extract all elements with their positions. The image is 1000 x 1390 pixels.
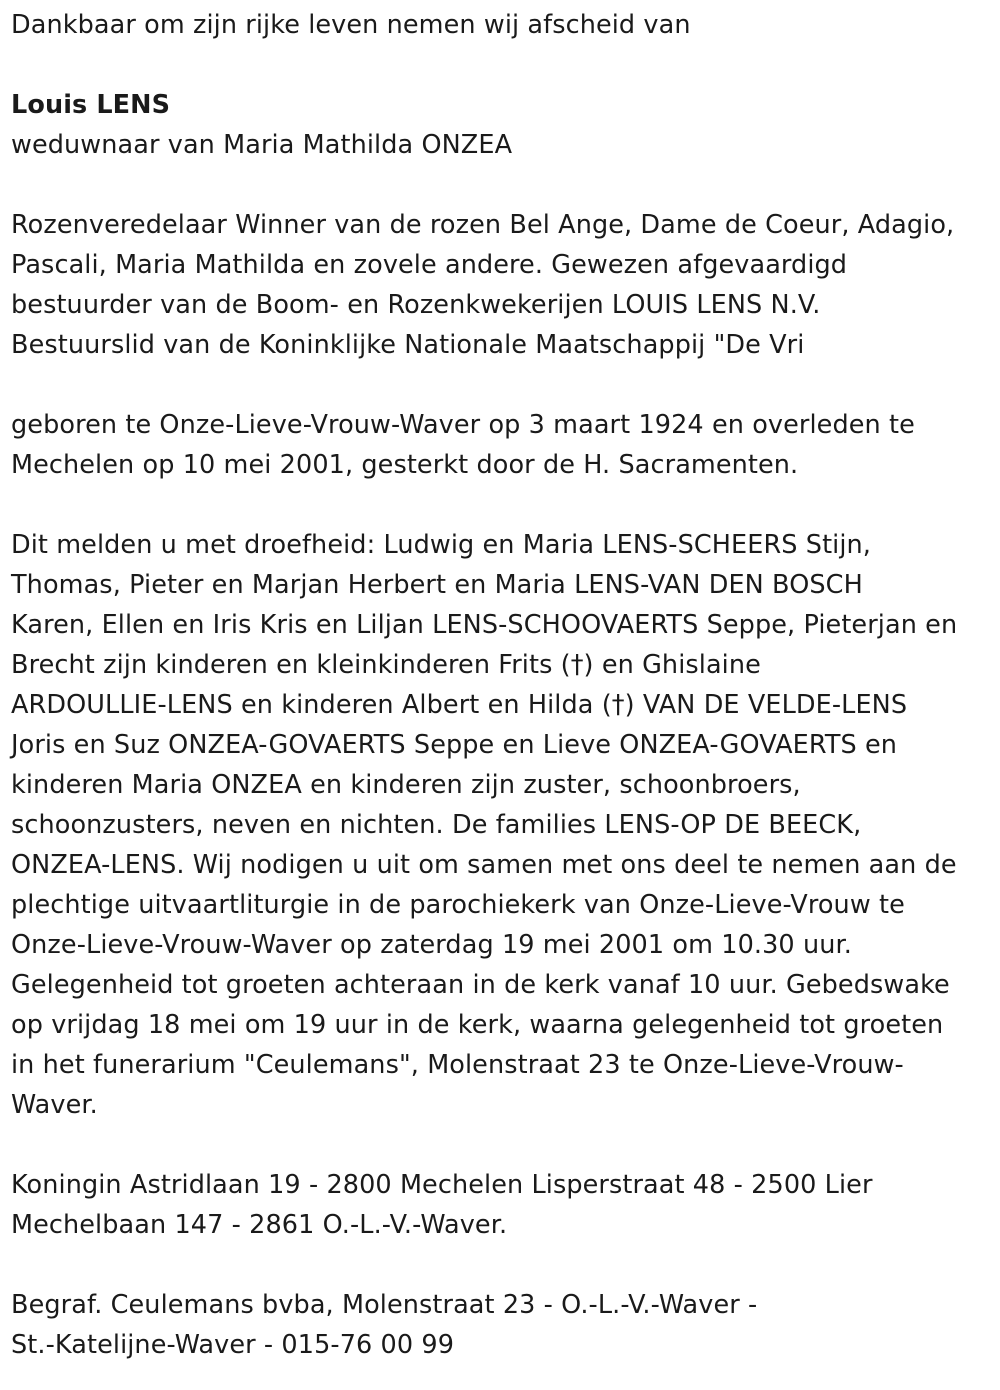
- birth-death-line: Mechelen op 10 mei 2001, gesterkt door de H. Sacramenten.: [11, 450, 799, 480]
- announcement-line: Gelegenheid tot groeten achteraan in de kerk vanaf 10 uur. Gebedswake: [11, 970, 950, 1000]
- deceased-name: Louis LENS: [11, 90, 171, 120]
- biography-line: Rozenveredelaar Winner van de rozen Bel Ange, Dame de Coeur, Adagio,: [11, 210, 955, 240]
- intro-line: Dankbaar om zijn rijke leven nemen wij afscheid van: [11, 10, 691, 40]
- spacer: [11, 1125, 996, 1165]
- biography-line: Pascali, Maria Mathilda en zovele andere. Gewezen afgevaardigd: [11, 250, 848, 280]
- announcement-line: Thomas, Pieter en Marjan Herbert en Maria LENS-VAN DEN BOSCH: [11, 570, 863, 600]
- addresses-paragraph: [11, 1165, 996, 1245]
- funeral-home-line: St.-Katelijne-Waver - 015-76 00 99: [11, 1330, 455, 1360]
- address-line: Koningin Astridlaan 19 - 2800 Mechelen Lisperstraat 48 - 2500 Lier: [11, 1170, 873, 1200]
- biography-line: bestuurder van de Boom- en Rozenkwekerijen LOUIS LENS N.V.: [11, 290, 821, 320]
- announcement-line: Dit melden u met droefheid: Ludwig en Maria LENS-SCHEERS Stijn,: [11, 530, 872, 560]
- spacer: [11, 45, 996, 85]
- birth-death-paragraph: [11, 405, 996, 485]
- announcement-paragraph: [11, 525, 996, 1125]
- biography-paragraph: [11, 205, 996, 365]
- funeral-home-line: Begraf. Ceulemans bvba, Molenstraat 23 - O.-L.-V.-Waver -: [11, 1290, 758, 1320]
- announcement-line: Joris en Suz ONZEA-GOVAERTS Seppe en Lieve ONZEA-GOVAERTS en: [11, 730, 898, 760]
- announcement-line: in het funerarium "Ceulemans", Molenstraat 23 te Onze-Lieve-Vrouw-: [11, 1050, 904, 1080]
- spacer: [11, 365, 996, 405]
- announcement-line: kinderen Maria ONZEA en kinderen zijn zuster, schoonbroers,: [11, 770, 801, 800]
- announcement-line: ARDOULLIE-LENS en kinderen Albert en Hilda (†) VAN DE VELDE-LENS: [11, 690, 908, 720]
- birth-death-line: geboren te Onze-Lieve-Vrouw-Waver op 3 maart 1924 en overleden te: [11, 410, 915, 440]
- announcement-line: op vrijdag 18 mei om 19 uur in de kerk, waarna gelegenheid tot groeten: [11, 1010, 944, 1040]
- address-line: Mechelbaan 147 - 2861 O.-L.-V.-Waver.: [11, 1210, 508, 1240]
- spacer: [11, 1245, 996, 1285]
- biography-line: Bestuurslid van de Koninklijke Nationale Maatschappij "De Vri: [11, 330, 805, 360]
- announcement-line: ONZEA-LENS. Wij nodigen u uit om samen met ons deel te nemen aan de: [11, 850, 957, 880]
- announcement-line: Onze-Lieve-Vrouw-Waver op zaterdag 19 mei 2001 om 10.30 uur.: [11, 930, 852, 960]
- widower-line: weduwnaar van Maria Mathilda ONZEA: [11, 130, 513, 160]
- announcement-line: plechtige uitvaartliturgie in de parochiekerk van Onze-Lieve-Vrouw te: [11, 890, 905, 920]
- spacer: [11, 485, 996, 525]
- announcement-line: schoonzusters, neven en nichten. De families LENS-OP DE BEECK,: [11, 810, 862, 840]
- announcement-line: Brecht zijn kinderen en kleinkinderen Frits (†) en Ghislaine: [11, 650, 761, 680]
- spacer: [11, 165, 996, 205]
- announcement-line: Waver.: [11, 1090, 98, 1120]
- obituary-document: [11, 5, 996, 1365]
- announcement-line: Karen, Ellen en Iris Kris en Liljan LENS-SCHOOVAERTS Seppe, Pieterjan en: [11, 610, 958, 640]
- funeral-home-paragraph: [11, 1285, 996, 1365]
